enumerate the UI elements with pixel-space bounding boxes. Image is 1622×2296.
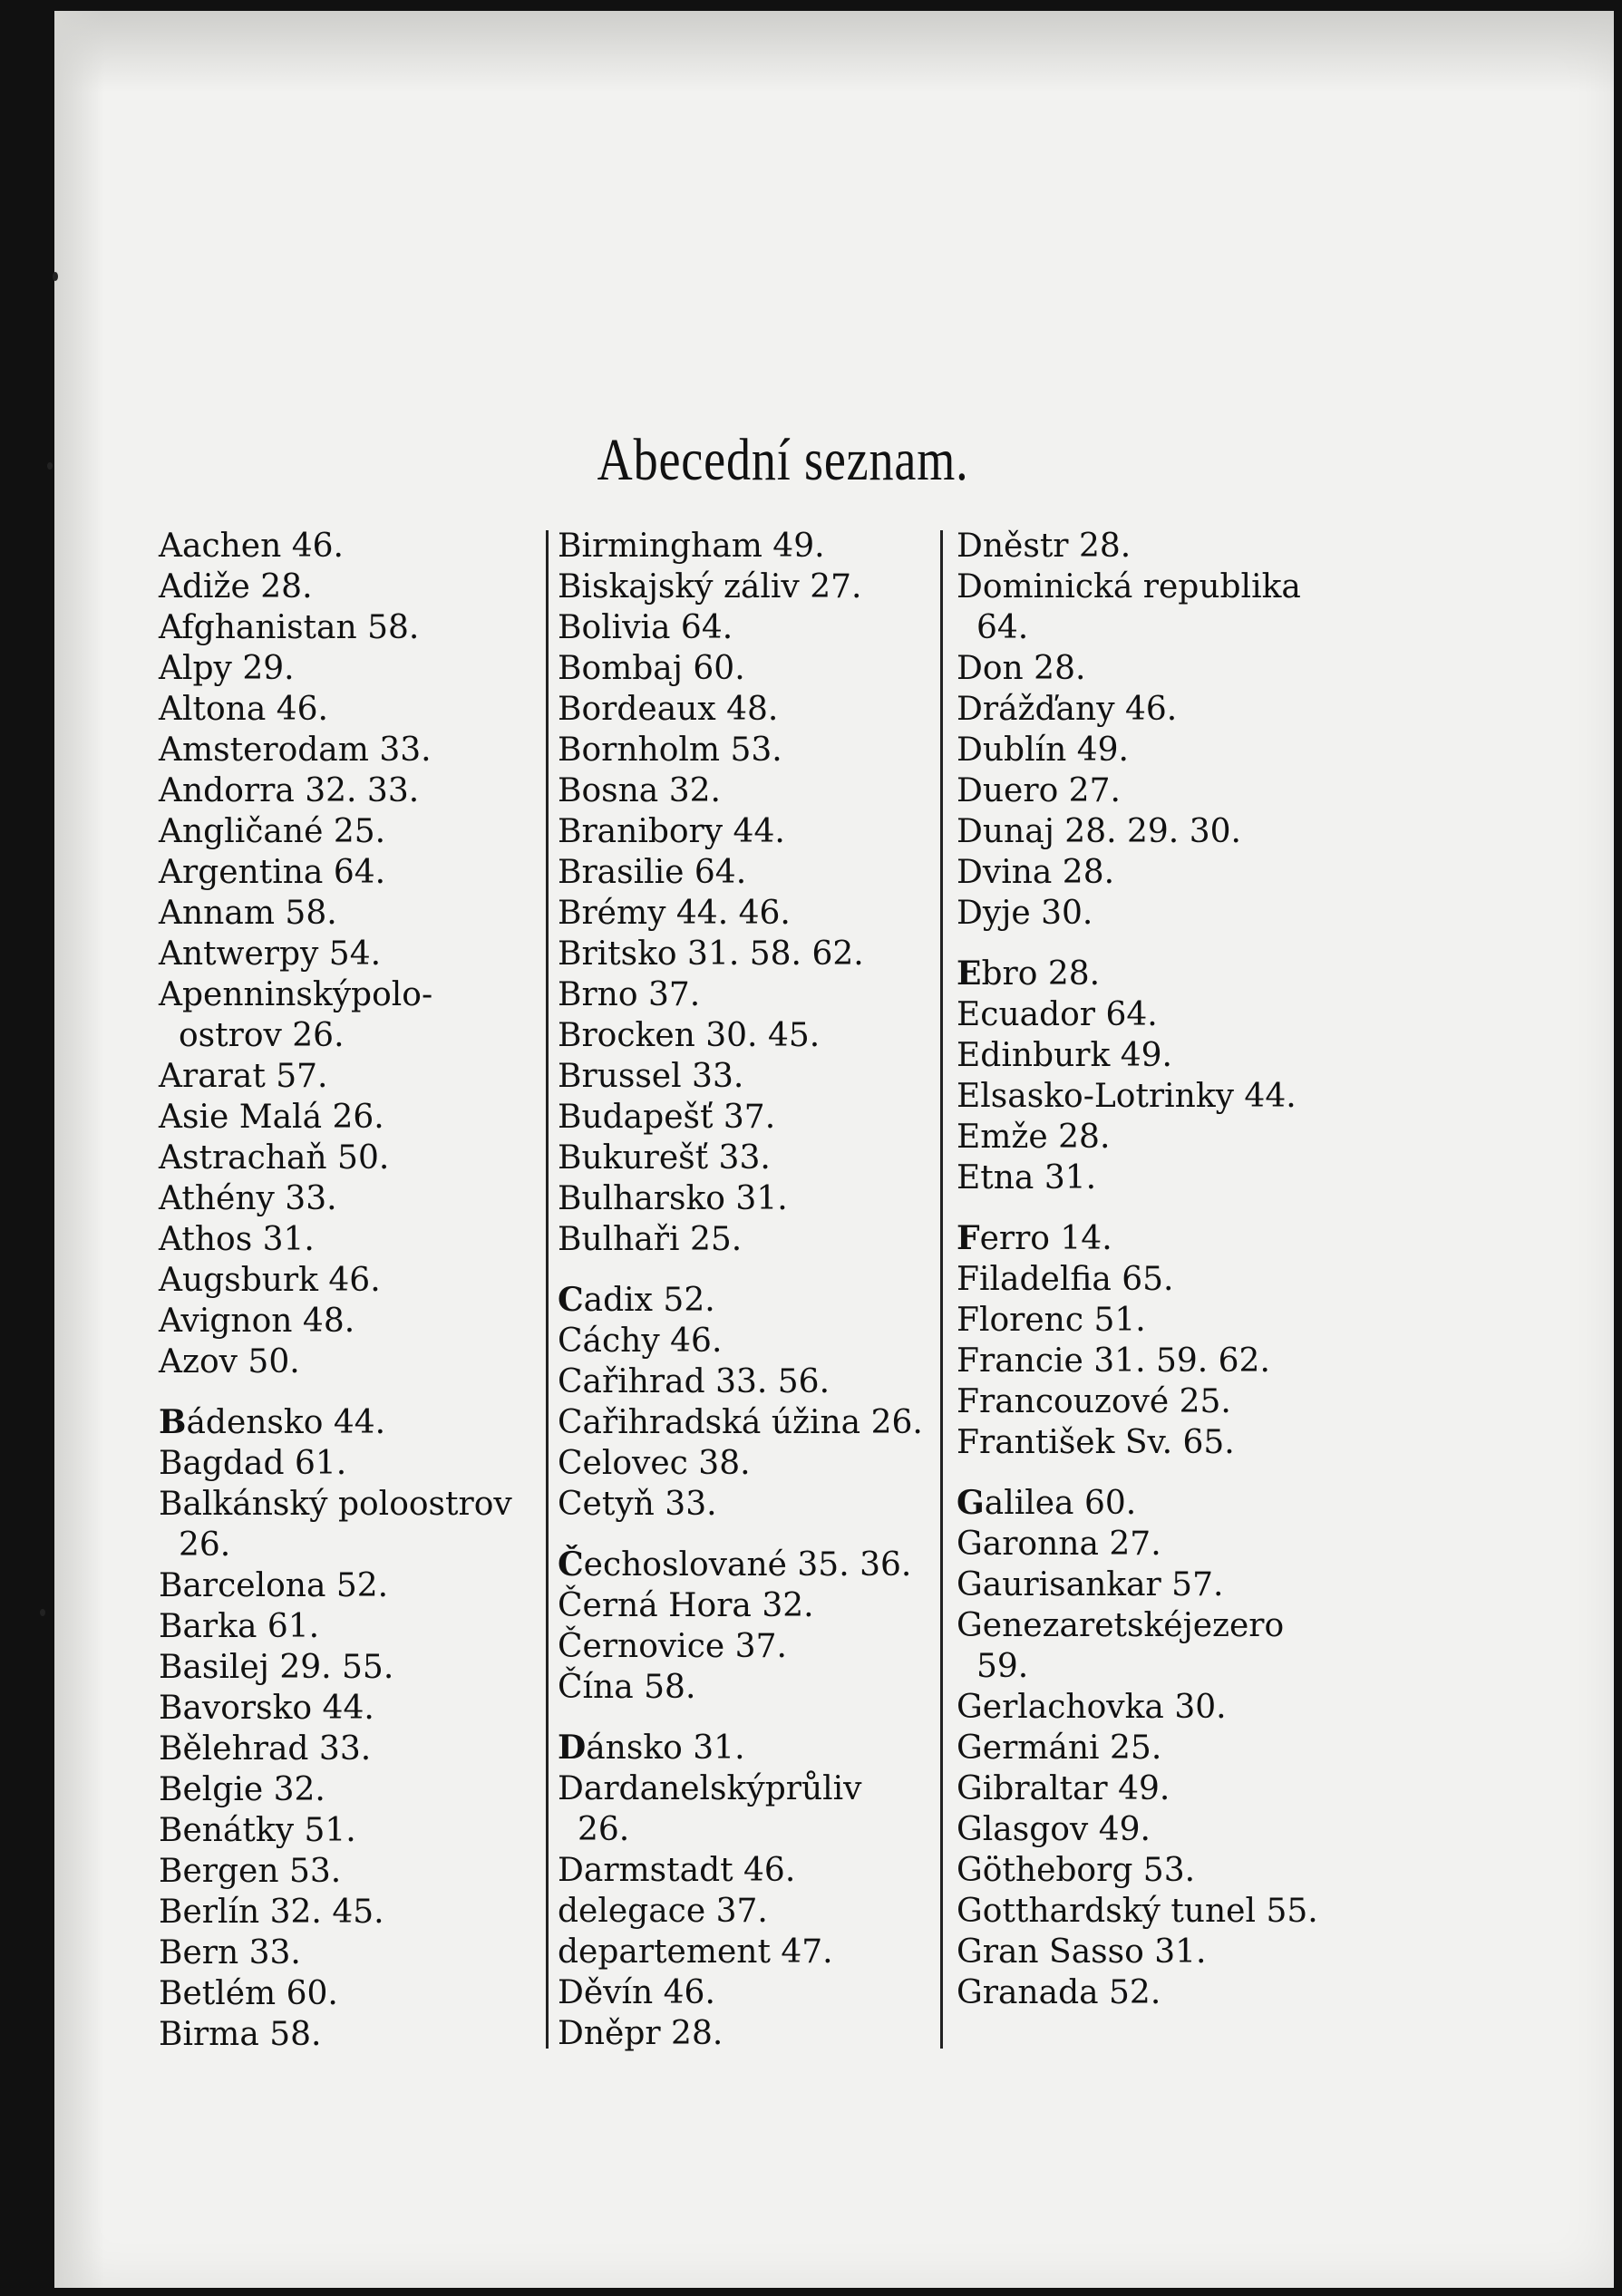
index-entry: Děvín 46.: [558, 1974, 715, 2011]
index-entry: Götheborg 53.: [957, 1852, 1196, 1889]
index-entry: Florenc 51.: [957, 1302, 1146, 1339]
index-entry: Argentina 64.: [159, 854, 386, 891]
index-entry: Cařihradská úžina 26.: [558, 1404, 923, 1441]
index-entry: Bergen 53.: [159, 1853, 342, 1890]
index-entry: Ecuador 64.: [957, 996, 1158, 1033]
scan-shadow-top: [54, 11, 1614, 92]
index-entry: 26.: [578, 1811, 630, 1848]
index-entry: Bolivia 64.: [558, 609, 733, 646]
index-entry: Avignon 48.: [159, 1303, 355, 1340]
index-entry: Basilej 29. 55.: [159, 1649, 394, 1686]
index-entry: Brasilie 64.: [558, 854, 747, 891]
index-entry: Bornholm 53.: [558, 731, 782, 769]
index-entry: Barka 61.: [159, 1608, 320, 1645]
index-entry: Dominická republika: [957, 568, 1301, 605]
index-entry: Celovec 38.: [558, 1445, 751, 1482]
index-entry: Amsterodam 33.: [159, 731, 432, 769]
index-entry: Aachen 46.: [159, 528, 344, 565]
index-entry: Birma 58.: [159, 2016, 322, 2053]
index-entry: Benátky 51.: [159, 1812, 356, 1849]
index-entry: Germáni 25.: [957, 1729, 1162, 1767]
index-entry: Čína 58.: [558, 1669, 696, 1706]
index-column-3: [957, 526, 1383, 2013]
index-entry: Darmstadt 46.: [558, 1852, 796, 1889]
index-entry: František Sv. 65.: [957, 1424, 1235, 1461]
page-title: Abecední seznam.: [597, 427, 969, 493]
index-entry: Gibraltar 49.: [957, 1770, 1170, 1807]
index-entry: Apenninskýpolo-: [159, 976, 433, 1013]
index-entry: Brno 37.: [558, 976, 701, 1013]
speck: [40, 1609, 45, 1616]
index-entry: Bukurešť 33.: [558, 1139, 771, 1177]
index-entry: Francie 31. 59. 62.: [957, 1342, 1270, 1380]
index-entry: Dardanelskýprůliv: [558, 1770, 862, 1807]
index-entry: Elsasko-Lotrinky 44.: [957, 1078, 1297, 1115]
index-entry: Bordeaux 48.: [558, 691, 779, 728]
index-entry: Ebro 28.: [957, 954, 1101, 993]
index-entry: Birmingham 49.: [558, 528, 825, 565]
index-entry: Cadix 52.: [558, 1281, 715, 1319]
index-entry: Duero 27.: [957, 772, 1121, 809]
index-entry: Granada 52.: [957, 1974, 1161, 2011]
index-entry: Altona 46.: [159, 691, 328, 728]
index-entry: Dněstr 28.: [957, 528, 1132, 565]
index-column-2: [558, 526, 961, 2054]
index-entry: Drážďany 46.: [957, 691, 1178, 728]
index-entry: Edinburk 49.: [957, 1037, 1172, 1074]
index-entry: departement 47.: [558, 1933, 833, 1971]
index-entry: Cařihrad 33. 56.: [558, 1363, 830, 1400]
index-entry: Ferro 14.: [957, 1219, 1112, 1257]
index-entry: Biskajský záliv 27.: [558, 568, 862, 605]
index-entry: Annam 58.: [159, 895, 337, 932]
speck: [47, 462, 53, 470]
speck: [53, 272, 58, 281]
index-entry: Dyje 30.: [957, 895, 1093, 932]
index-entry: Angličané 25.: [159, 813, 386, 850]
index-entry: Bavorsko 44.: [159, 1690, 374, 1727]
index-entry: Budapešť 37.: [558, 1099, 776, 1136]
index-entry: ostrov 26.: [179, 1017, 345, 1054]
index-entry: Berlín 32. 45.: [159, 1894, 384, 1931]
index-entry: Genezaretskéjezero: [957, 1607, 1285, 1644]
index-entry: Cáchy 46.: [558, 1322, 723, 1360]
index-entry: 64.: [976, 609, 1029, 646]
index-entry: Gran Sasso 31.: [957, 1933, 1207, 1971]
index-entry: Bulharsko 31.: [558, 1180, 788, 1217]
index-entry: Čechoslované 35. 36.: [558, 1545, 912, 1584]
index-entry: Bulhaři 25.: [558, 1221, 743, 1258]
index-entry: Filadelfia 65.: [957, 1261, 1174, 1298]
index-entry: Dvina 28.: [957, 854, 1115, 891]
index-entry: Astrachaň 50.: [159, 1139, 390, 1177]
index-entry: Adiže 28.: [159, 568, 313, 605]
index-entry: 26.: [179, 1526, 231, 1564]
index-entry: Brocken 30. 45.: [558, 1017, 821, 1054]
index-entry: 59.: [976, 1648, 1029, 1685]
index-entry: Dánsko 31.: [558, 1729, 745, 1767]
index-entry: Branibory 44.: [558, 813, 785, 850]
index-entry: Asie Malá 26.: [159, 1099, 384, 1136]
index-entry: Athos 31.: [159, 1221, 315, 1258]
index-entry: Antwerpy 54.: [159, 935, 382, 973]
index-entry: Černá Hora 32.: [558, 1587, 814, 1624]
index-entry: Don 28.: [957, 650, 1086, 687]
index-entry: Azov 50.: [159, 1343, 300, 1381]
index-entry: Etna 31.: [957, 1159, 1097, 1196]
index-entry: Galilea 60.: [957, 1484, 1137, 1522]
index-entry: Dublín 49.: [957, 731, 1130, 769]
index-entry: Augsburk 46.: [159, 1262, 381, 1299]
index-entry: Andorra 32. 33.: [159, 772, 420, 809]
index-entry: delegace 37.: [558, 1893, 768, 1930]
index-entry: Ararat 57.: [159, 1058, 328, 1095]
index-column-1: [159, 526, 576, 2055]
index-entry: Athény 33.: [159, 1180, 337, 1217]
index-entry: Bombaj 60.: [558, 650, 745, 687]
index-entry: Emže 28.: [957, 1119, 1111, 1156]
index-entry: Bosna 32.: [558, 772, 721, 809]
index-entry: Alpy 29.: [159, 650, 295, 687]
index-entry: Brussel 33.: [558, 1058, 744, 1095]
index-entry: Belgie 32.: [159, 1771, 325, 1808]
index-entry: Bagdad 61.: [159, 1445, 347, 1482]
scan-shadow-left: [54, 11, 104, 2288]
index-entry: Bělehrad 33.: [159, 1730, 372, 1768]
index-entry: Britsko 31. 58. 62.: [558, 935, 864, 973]
index-entry: Barcelona 52.: [159, 1567, 389, 1604]
index-entry: Gotthardský tunel 55.: [957, 1893, 1318, 1930]
index-entry: Dunaj 28. 29. 30.: [957, 813, 1241, 850]
index-entry: Dněpr 28.: [558, 2015, 724, 2052]
index-entry: Brémy 44. 46.: [558, 895, 791, 932]
index-entry: Garonna 27.: [957, 1526, 1161, 1563]
index-entry: Černovice 37.: [558, 1628, 787, 1665]
index-entry: Glasgov 49.: [957, 1811, 1151, 1848]
index-entry: Francouzové 25.: [957, 1383, 1231, 1420]
index-entry: Balkánský poloostrov: [159, 1486, 512, 1523]
index-entry: Gerlachovka 30.: [957, 1689, 1227, 1726]
index-entry: Cetyň 33.: [558, 1486, 717, 1523]
index-entry: Bern 33.: [159, 1934, 301, 1971]
index-entry: Bádensko 44.: [159, 1403, 386, 1441]
index-entry: Betlém 60.: [159, 1975, 338, 2012]
index-entry: Afghanistan 58.: [159, 609, 420, 646]
index-entry: Gaurisankar 57.: [957, 1566, 1224, 1603]
